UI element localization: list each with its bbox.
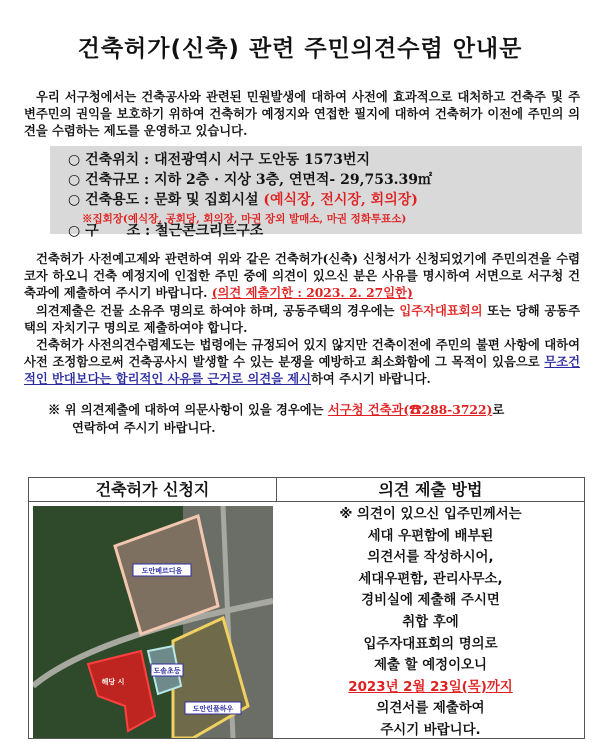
page-title: 건축허가(신축) 관련 주민의견수렴 안내문	[77, 36, 523, 62]
table-header-site: 건축허가 신청지	[29, 478, 277, 502]
purpose-text: 건축허가 사전의견수렴제도는 법령에는 규정되어 있지 않지만 건축이전에 주민의 불편 사항에 대하여 사전 조정함으로써 건축공사시 발생할 수 있는 분쟁을 예방하고 최소화함에 그 목적이 있음으로	[24, 337, 580, 370]
method-line: 취합 후에	[402, 614, 459, 630]
contact-phone: 서구청 건축과(☎288-3722)	[327, 402, 493, 417]
building-use-note: ※집회장(예식장, 공회당, 회의장, 마권 장외 발매소, 마권 정화투표소)	[82, 213, 407, 225]
contact-note-prefix: ※ 위 의견제출에 대하여 의문사항이 있을 경우에는	[48, 402, 328, 417]
building-location: ○ 건축위치 : 대전광역시 서구 도안동 1573번지	[68, 152, 370, 168]
purpose-paragraph	[24, 336, 580, 388]
building-use-detail: (예식장, 전시장, 회의장)	[263, 192, 418, 208]
contact-note	[48, 401, 504, 436]
map-label-verdium: 도안베르디움	[141, 567, 183, 575]
submission-text: 건축허가 사전예고제와 관련하여 위와 같은 건축허가(신축) 신청서가 신청되었기에 주민의견을 수렴코자 하오니 건축 예정지에 인접한 주민 중에 의견이 있으신 분은 사유를 명시하여 서면으로 서구청 건축과에 제출하여 주시기 바랍니다.	[24, 251, 580, 301]
residents-council: 입주자대표회의	[399, 302, 483, 318]
building-structure: ○ 구 조 : 철근콘크리트구조	[68, 223, 264, 239]
map-label-site: 해당 시	[101, 678, 125, 686]
intro-paragraph: 우리 서구청에서는 건축공사와 관련된 민원발생에 대하여 사전에 효과적으로 대처하고 건축주 및 주변주민의 권익을 보호하기 위하여 건축허가 예정지와 연접한 필지에 대하여 건축허가 이전에 주민의 의견을 수렴하는 제도를 운영하고 있습니다.	[24, 89, 580, 139]
submission-method	[277, 504, 584, 742]
method-line: 제출 할 예정이오니	[374, 658, 487, 674]
method-line: 의견서를 작성하시어,	[367, 550, 494, 566]
contact-note-line2: 연락하여 주시기 바랍니다.	[72, 419, 216, 435]
submission-text-2: 의견제출은 건물 소유주 명의로 하여야 하며, 공동주택의 경우에는	[36, 302, 400, 318]
submission-text-3: 또는 당해 공동주택의 자치기구 명의로 제출하여야 합니다.	[24, 302, 581, 335]
method-line: 입주자대표회의 명의로	[363, 636, 498, 652]
building-scale: ○ 건축규모 : 지하 2층 · 지상 3층, 연면적- 29,753.39㎡	[68, 172, 433, 188]
method-line: 의견서를 제출하여	[376, 701, 485, 717]
map-label-apartment: 도안린풀하우	[192, 705, 234, 713]
purpose-highlight: 무조건적인 반대보다는 합리적인 사유를 근거로 의견을 제시	[24, 354, 580, 387]
method-line: 세대 우편함에 배부된	[367, 528, 494, 544]
deadline: (의견 제출기한 : 2023. 2. 27일한)	[211, 285, 413, 301]
method-line: ※ 의견이 있으신 입주민께서는	[339, 507, 522, 522]
map-label-school: 도솔초등	[153, 667, 181, 675]
site-map-image	[33, 506, 273, 738]
method-deadline: 2023년 2월 23일(목)까지	[348, 679, 513, 695]
info-table	[28, 477, 585, 739]
method-line: 주시기 바랍니다.	[380, 722, 481, 738]
submission-paragraph	[24, 250, 580, 336]
contact-note-suffix: 로	[492, 402, 505, 417]
building-use-label: ○ 건축용도 : 문화 및 집회시설	[68, 192, 264, 208]
table-header-method: 의견 제출 방법	[277, 478, 584, 502]
method-line: 경비실에 제출해 주시면	[361, 593, 500, 609]
purpose-text-2: 하여 주시기 바랍니다.	[311, 371, 431, 387]
building-use	[68, 190, 418, 210]
method-line: 세대우편함, 관리사무소,	[358, 571, 503, 587]
